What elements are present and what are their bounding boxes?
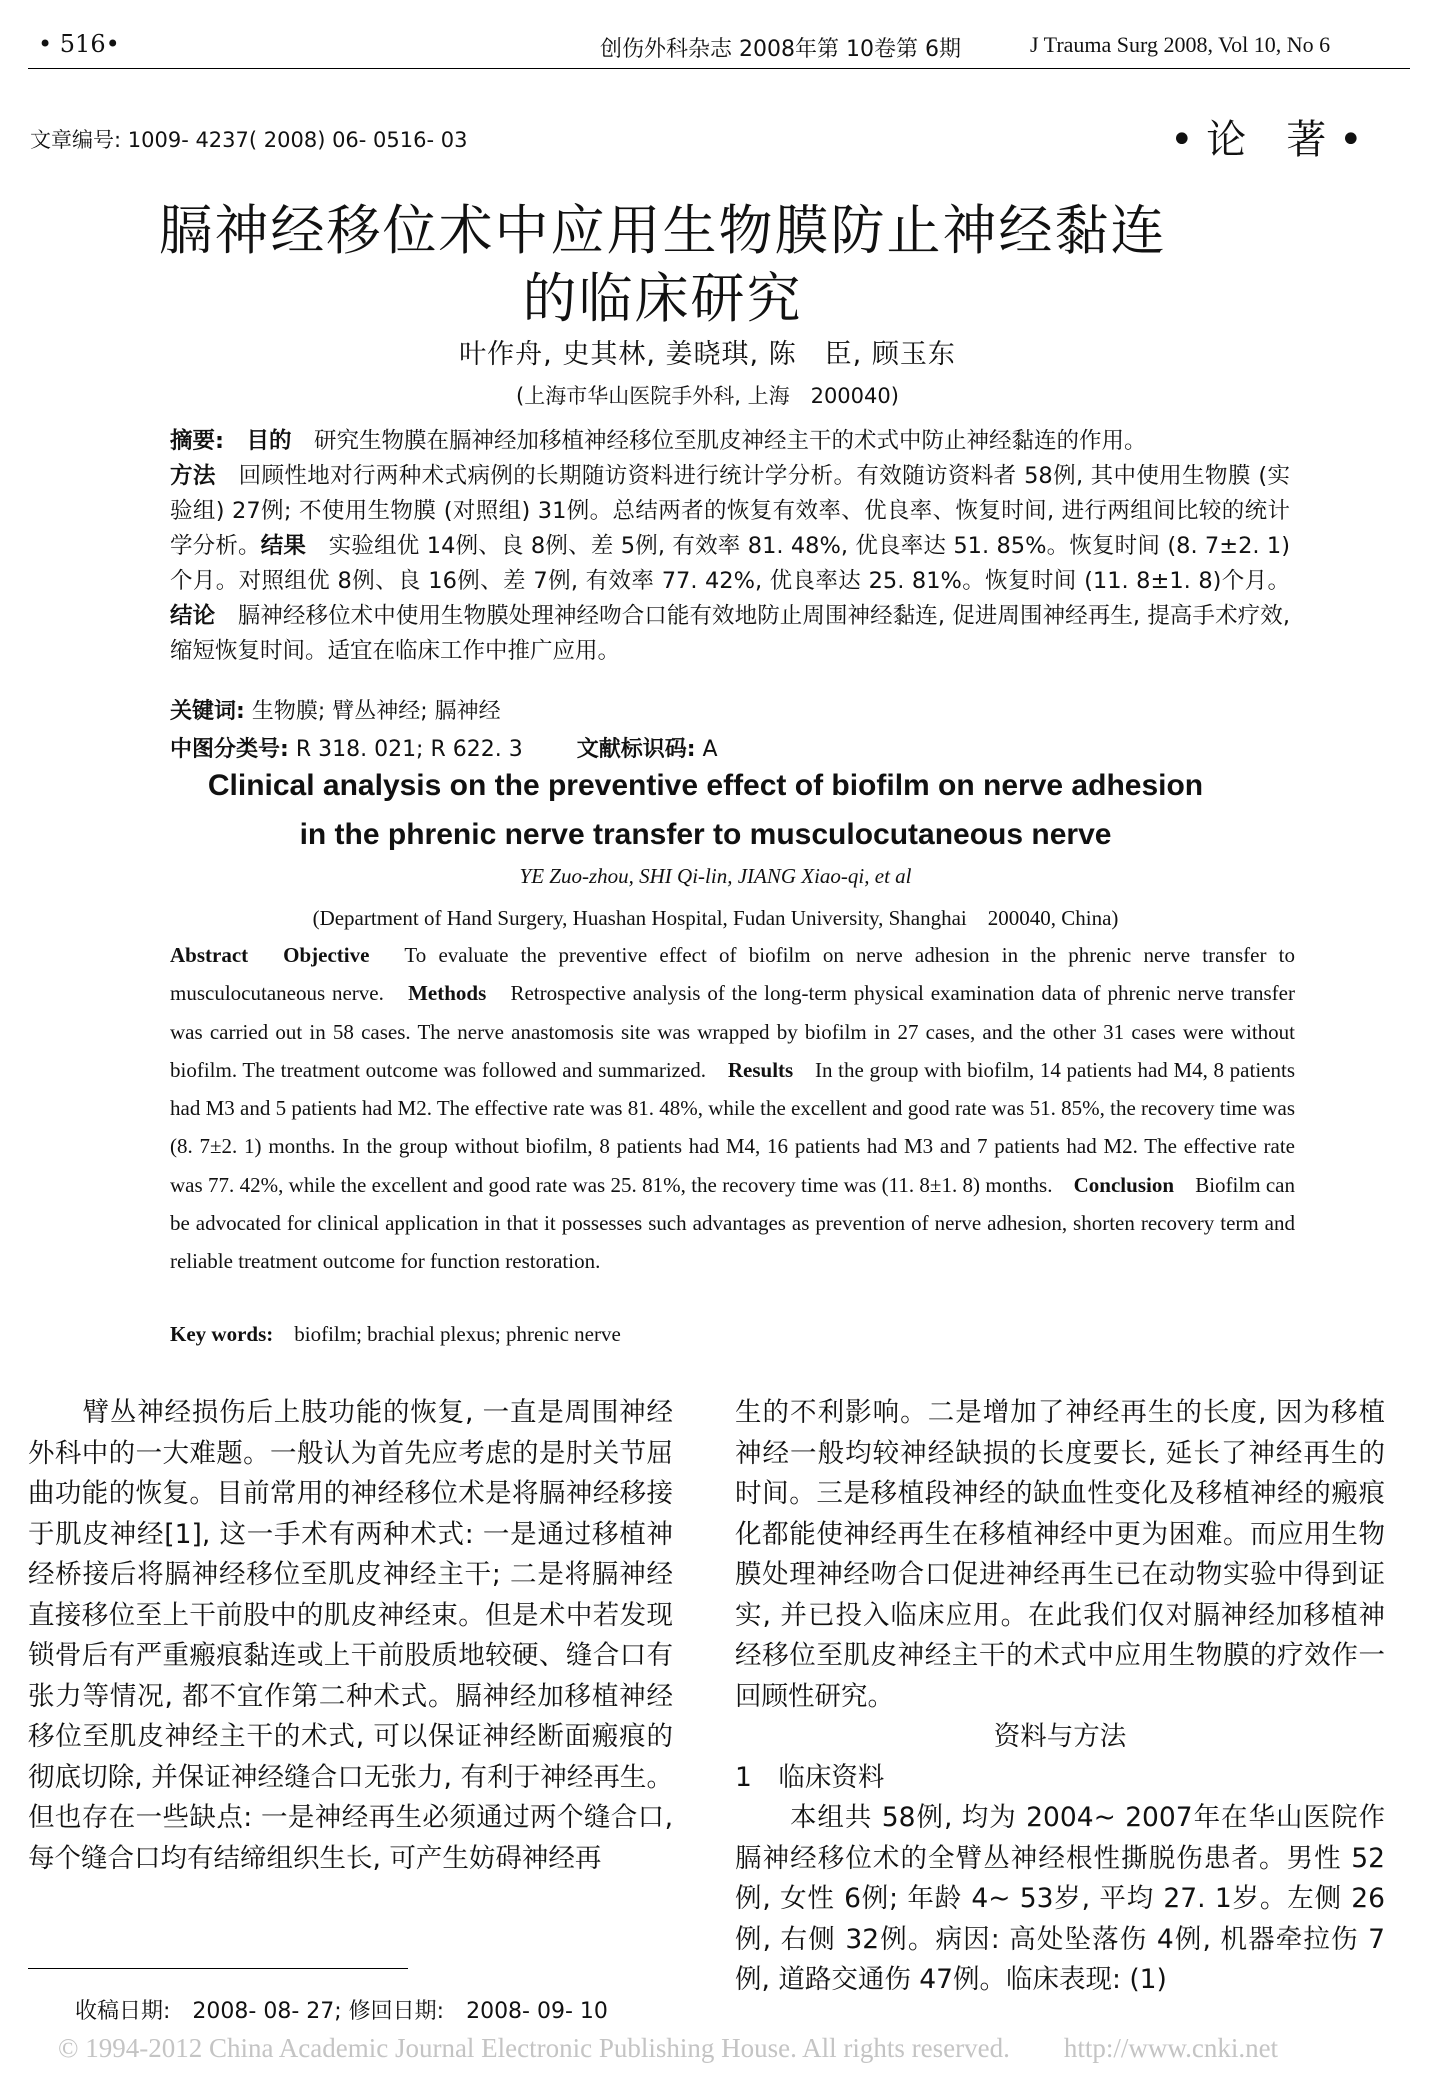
abstract-en [170, 936, 1295, 1281]
body-right-column [735, 1393, 1385, 2001]
results-cn-label: 结果 [260, 533, 307, 559]
methods-cn-label: 方法 [170, 463, 216, 489]
methods-en: Retrospective analysis of the long-term physical examination data of phrenic nerve transfer was carried out in 58 cases. The nerve anastomosis site was wrapped by biofilm in 27 cases, and the other 31 cases were without biofilm. The treatment outcome was followed and summarized. [170, 981, 1295, 1082]
footnote-rule [28, 1968, 408, 1969]
conclusion-cn-label: 结论 [170, 603, 216, 629]
conclusion-en-label: Conclusion [1073, 1172, 1175, 1197]
received-date: 收稿日期: 2008- 08- 27; 修回日期: 2008- 09- 10 [75, 1999, 608, 2024]
keywords-en-label: Key words: [170, 1322, 274, 1346]
keywords-en-row [170, 1318, 621, 1348]
section-tag: • 论 著 • [1170, 117, 1363, 163]
header-rule [28, 68, 1410, 69]
title-en-line1: Clinical analysis on the preventive effect of biofilm on nerve adhesion [207, 769, 1204, 802]
body-left-column: 臂丛神经损伤后上肢功能的恢复, 一直是周围神经外科中的一大难题。一般认为首先应考虑的是肘关节屈曲功能的恢复。目前常用的神经移位术是将膈神经移接于肌皮神经[1], 这一手术有两种术式: 一是通过移植神经桥接后将膈神经移位至肌皮神经主干; 二是将膈神经直接移位至上干前股中的肌皮神经束。但是术中若发现锁骨后有严重瘢痕黏连或上干前股质地较硬、缝合口有张力等情况, 都不宜作第二种术式。膈神经加移植神经移位至肌皮神经主干的术式, 可以保证神经断面瘢痕的彻底切除, 并保证神经缝合口无张力, 有利于神经再生。但也存在一些缺点: 一是神经再生必须通过两个缝合口, 每个缝合口均有结缔组织生长, 可产生妨碍神经再 [28, 1397, 673, 1874]
article-number: 文章编号: 1009- 4237( 2008) 06- 0516- 03 [30, 128, 468, 152]
objective-cn: 研究生物膜在膈神经加移植神经移位至肌皮神经主干的术式中防止神经黏连的作用。 [314, 428, 1147, 454]
keywords-cn-label: 关键词: [170, 699, 245, 724]
conclusion-en: Biofilm can be advocated for clinical application in that it possesses such advantages as prevention of nerve adhesion, shorten recovery term and reliable treatment outcome for function restoration. [170, 1172, 1296, 1274]
authors-cn: 叶作舟, 史其林, 姜晓琪, 陈 臣, 顾玉东 [459, 339, 956, 370]
title-en-line2: in the phrenic nerve transfer to musculocutaneous nerve [299, 818, 1112, 851]
title-cn-line2: 的临床研究 [522, 267, 803, 330]
results-en-label: Results [727, 1057, 794, 1082]
body-right-paragraph-1: 生的不利影响。二是增加了神经再生的长度, 因为移植神经一般均较神经缺损的长度要长, 延长了神经再生的时间。三是移植段神经的缺血性变化及移植神经的瘢痕化都能使神经再生在移植神经中更为困难。而应用生物膜处理神经吻合口促进神经再生已在动物实验中得到证实, 并已投入临床应用。在此我们仅对膈神经加移植神经移位至肌皮神经主干的术式中应用生物膜的疗效作一回顾性研究。 [735, 1397, 1385, 1712]
conclusion-cn: 膈神经移位术中使用生物膜处理神经吻合口能有效地防止周围神经黏连, 促进周围神经再生, 提高手术疗效, 缩短恢复时间。适宜在临床工作中推广应用。 [170, 603, 1290, 664]
objective-en: To evaluate the preventive effect of biofilm on nerve adhesion in the phrenic nerve transfer to musculocutaneous nerve. [170, 943, 1296, 1006]
journal-name-cn: 创伤外科杂志 2008年第 10卷第 6期 [600, 37, 961, 62]
body-right-paragraph-2: 本组共 58例, 均为 2004~ 2007年在华山医院作膈神经移位术的全臂丛神经根性撕脱伤患者。男性 52例, 女性 6例; 年龄 4~ 53岁, 平均 27. 1岁。左侧 26例, 右侧 32例。病因: 高处坠落伤 4例, 机器牵拉伤 7例, 道路交通伤 47例。临床表现: (1) [735, 1802, 1385, 1995]
methods-cn: 回顾性地对行两种术式病例的长期随访资料进行统计学分析。有效随访资料者 58例, 其中使用生物膜 (实验组) 27例; 不使用生物膜 (对照组) 31例。总结两者的恢复有效率、优良率、恢复时间, 进行两组间比较的统计学分析。 [170, 463, 1290, 559]
abstract-cn-label: 摘要: [170, 428, 224, 454]
methods-en-label: Methods [408, 981, 487, 1006]
objective-en-label: Objective [283, 943, 370, 967]
doc-code-label: 文献标识码: [576, 737, 696, 762]
keywords-en: biofilm; brachial plexus; phrenic nerve [294, 1322, 621, 1346]
clc-label: 中图分类号: [170, 737, 289, 762]
affiliation-en: (Department of Hand Surgery, Huashan Hospital, Fudan University, Shanghai 200040, China) [312, 906, 1119, 930]
keywords-cn-row [170, 694, 501, 725]
subsection-heading: 1 临床资料 [735, 1761, 885, 1793]
journal-name-en: J Trauma Surg 2008, Vol 10, No 6 [1030, 32, 1331, 57]
results-en: In the group with biofilm, 14 patients had M4, 8 patients had M3 and 5 patients had M2. The effective rate was 81. 48%, while the excellent and good rate was 51. 85%, the recovery time was (8. 7±2. 1) months. In the group without biofilm, 8 patients had M4, 16 patients had M3 and 7 patients had M2. The effective rate was 77. 42%, while the excellent and good rate was 25. 81%, the recovery time was (11. 8±1. 8) months. [170, 1057, 1295, 1197]
keywords-cn: 生物膜; 臂丛神经; 膈神经 [251, 699, 501, 724]
copyright-watermark: © 1994-2012 China Academic Journal Electronic Publishing House. All rights reserved. http://www.cnki.net [58, 2033, 1279, 2063]
page-number: • 516• [38, 30, 120, 58]
clc-code: R 318. 021; R 622. 3 [295, 737, 523, 762]
doc-code: A [702, 737, 718, 762]
title-cn-line1: 膈神经移位术中应用生物膜防止神经黏连 [158, 199, 1167, 262]
section-heading: 资料与方法 [993, 1721, 1127, 1752]
authors-en: YE Zuo-zhou, SHI Qi-lin, JIANG Xiao-qi, et al [519, 864, 912, 888]
objective-cn-label: 目的 [246, 428, 292, 454]
affiliation-cn: (上海市华山医院手外科, 上海 200040) [516, 384, 899, 408]
classification-row [170, 732, 718, 763]
abstract-cn [170, 424, 1290, 669]
abstract-en-label: Abstract [170, 943, 249, 967]
results-cn: 实验组优 14例、良 8例、差 5例, 有效率 81. 48%, 优良率达 51. 85%。恢复时间 (8. 7±2. 1)个月。对照组优 8例、良 16例、差 7例, 有效率 77. 42%, 优良率达 25. 81%。恢复时间 (11. 8±1. 8)个月。 [170, 533, 1290, 594]
